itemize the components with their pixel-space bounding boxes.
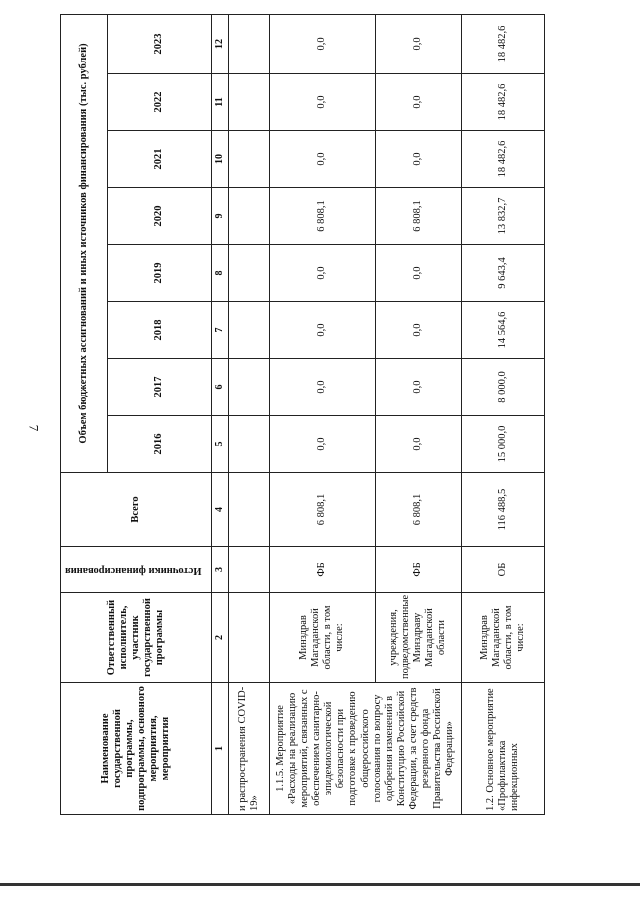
header-source-text: Источники финансирования <box>65 564 202 576</box>
row-total: 6 808,1 <box>375 473 462 547</box>
row-executor <box>228 593 269 683</box>
year-header: 2019 <box>107 245 211 302</box>
row-value: 18 482,6 <box>462 14 545 73</box>
column-number: 9 <box>211 188 228 245</box>
row-value: 6 808,1 <box>375 188 462 245</box>
row-value: 0,0 <box>375 131 462 188</box>
row-value <box>228 359 269 416</box>
year-header: 2020 <box>107 188 211 245</box>
row-value: 6 808,1 <box>269 188 375 245</box>
page-number: 7 <box>26 424 42 432</box>
header-name: Наименование государственной программы, подпрограммы, основного мероприятия, мероприятия <box>61 683 212 815</box>
column-number: 4 <box>211 473 228 547</box>
row-value <box>228 302 269 359</box>
row-value: 15 000,0 <box>462 416 545 473</box>
header-executor: Ответственный исполнитель, участник государственной программы <box>61 593 212 683</box>
row-source: ФБ <box>269 547 375 593</box>
row-value: 14 564,6 <box>462 302 545 359</box>
row-source: ФБ <box>375 547 462 593</box>
row-value: 18 482,6 <box>462 131 545 188</box>
row-value <box>228 245 269 302</box>
budget-table-scan <box>60 15 545 815</box>
row-executor: Минздрав Магаданской области, в том числе: <box>269 593 375 683</box>
row-total <box>228 473 269 547</box>
column-number: 10 <box>211 131 228 188</box>
column-number: 6 <box>211 359 228 416</box>
row-value: 0,0 <box>269 131 375 188</box>
column-number: 3 <box>211 547 228 593</box>
row-executor: Минздрав Магаданской области, в том числе: <box>462 593 545 683</box>
table-row <box>228 14 269 814</box>
column-number: 5 <box>211 416 228 473</box>
year-header: 2023 <box>107 14 211 73</box>
row-value: 0,0 <box>375 245 462 302</box>
row-name: и распространения COVID-19» <box>228 683 269 815</box>
table-row <box>269 14 375 814</box>
row-value: 0,0 <box>269 245 375 302</box>
row-value: 0,0 <box>269 74 375 131</box>
row-value <box>228 416 269 473</box>
row-value: 0,0 <box>375 359 462 416</box>
header-funding: Объем бюджетных ассигнований и иных источников финансирования (тыс. рублей) <box>61 14 108 472</box>
row-value: 0,0 <box>375 14 462 73</box>
row-value: 0,0 <box>375 302 462 359</box>
year-header: 2017 <box>107 359 211 416</box>
row-value: 13 832,7 <box>462 188 545 245</box>
row-value <box>228 131 269 188</box>
row-executor: учреждения, подведомственные Минздраву Магаданской области <box>375 593 462 683</box>
row-value: 0,0 <box>269 14 375 73</box>
row-value: 0,0 <box>269 302 375 359</box>
year-header: 2018 <box>107 302 211 359</box>
column-number: 8 <box>211 245 228 302</box>
row-value: 8 000,0 <box>462 359 545 416</box>
header-total: Всего <box>61 473 212 547</box>
page-bottom-rule <box>0 883 640 886</box>
table-row <box>462 14 545 814</box>
row-value: 0,0 <box>269 416 375 473</box>
column-number: 11 <box>211 74 228 131</box>
column-number: 2 <box>211 593 228 683</box>
row-name: 1.1.5. Мероприятие «Расходы на реализацию мероприятий, связанных с обеспечением санитарно-эпидемиологической безопасности при подготовке к проведению общероссийского голосования по вопросу одобрения изменений в Конституцию Российской Федерации, за счет средств резервного фонда Правительства Российской Федерации» <box>269 683 461 815</box>
column-number: 1 <box>211 683 228 815</box>
row-value: 18 482,6 <box>462 74 545 131</box>
year-header: 2021 <box>107 131 211 188</box>
column-number: 7 <box>211 302 228 359</box>
row-value: 0,0 <box>375 416 462 473</box>
row-value <box>228 188 269 245</box>
row-value: 0,0 <box>375 74 462 131</box>
row-total: 6 808,1 <box>269 473 375 547</box>
column-number: 12 <box>211 14 228 73</box>
year-header: 2016 <box>107 416 211 473</box>
row-value: 0,0 <box>269 359 375 416</box>
row-value <box>228 14 269 73</box>
header-source <box>61 547 212 593</box>
budget-table <box>60 14 545 815</box>
row-value <box>228 74 269 131</box>
year-header: 2022 <box>107 74 211 131</box>
row-source <box>228 547 269 593</box>
row-total: 116 488,5 <box>462 473 545 547</box>
row-source: ОБ <box>462 547 545 593</box>
row-value: 9 643,4 <box>462 245 545 302</box>
row-name: 1.2. Основное мероприятие «Профилактика инфекционных <box>462 683 545 815</box>
